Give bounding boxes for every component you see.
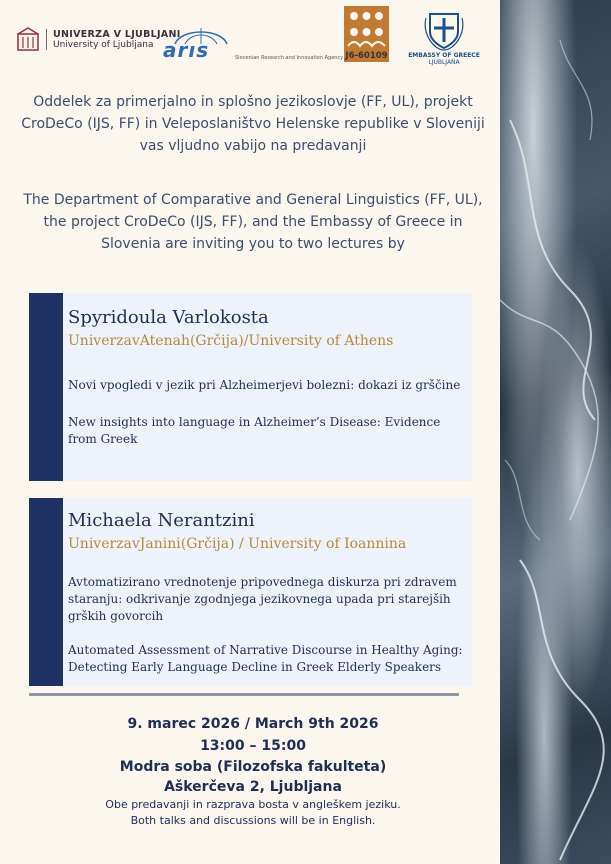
card-accent-bar — [29, 498, 63, 686]
intro-english: The Department of Comparative and General Linguistics (FF, UL), the project CroDeCo (IJS, FF), and the Embassy of Greece in Slovenia are inviting you to two lectures by — [23, 192, 483, 252]
lecture-card — [29, 498, 472, 686]
aris-wordmark: arıs — [163, 38, 210, 62]
marble-background — [500, 0, 611, 864]
event-date: 9. marec 2026 / March 9th 2026 — [127, 716, 379, 732]
event-address: Aškerčeva 2, Ljubljana — [164, 779, 342, 795]
language-note-english: Both talks and discussions will be in English. — [130, 814, 376, 827]
lecture-title-english: Automated Assessment of Narrative Discourse in Healthy Aging: Detecting Early Language Decline in Greek Elderly Speakers — [68, 643, 463, 674]
embassy-city: LJUBLJANA — [428, 59, 460, 66]
embassy-greece-logo — [408, 6, 480, 66]
people-icon — [344, 6, 389, 50]
lecture-card — [29, 293, 472, 481]
language-note-slovene: Obe predavanji in razprava bosta v angleškem jeziku. — [105, 798, 401, 811]
lecture-title-slovene: Avtomatizirano vrednotenje pripovednega diskurza pri zdravem staranju: odkrivanje zgodnjega jezikovnega upada pri starejših grških govorcih — [68, 575, 457, 623]
lecture-title-slovene: Novi vpogledi v jezik pri Alzheimerjevi bolezni: dokazi iz grščine — [68, 378, 461, 392]
lecture-title-english: New insights into language in Alzheimer’s Disease: Evidence from Greek — [68, 415, 441, 446]
card-accent-bar — [29, 293, 63, 481]
divider — [29, 693, 459, 696]
speaker-name: Michaela Nerantzini — [68, 510, 255, 531]
ul-name-english: University of Ljubljana — [53, 39, 154, 50]
speaker-affiliation: UniverzavJanini(Grčija) / University of Ioannina — [68, 536, 407, 552]
aris-logo — [163, 24, 344, 64]
project-code: J6-60109 — [345, 51, 388, 61]
university-ljubljana-icon — [16, 26, 40, 52]
aris-tagline: Slovenian Research and Innovation Agency — [235, 55, 344, 61]
speaker-name: Spyridoula Varlokosta — [68, 307, 269, 328]
event-time: 13:00 – 15:00 — [200, 738, 306, 754]
embassy-name: EMBASSY OF GREECE — [408, 52, 480, 59]
ul-name-slovene: UNIVERZA V LJUBLJANI — [53, 28, 181, 40]
speaker-affiliation: UniverzavAtenah(Grčija)/University of Athens — [68, 333, 394, 349]
greek-coat-of-arms-icon — [424, 6, 464, 52]
university-ljubljana-logo — [16, 26, 181, 52]
event-room: Modra soba (Filozofska fakulteta) — [119, 759, 387, 775]
intro-slovene: Oddelek za primerjalno in splošno jezikoslovje (FF, UL), projekt CroDeCo (IJS, FF) in Veleposlaništvo Helenske republike v Sloveniji vas vljudno vabijo na predavanji — [21, 94, 485, 154]
